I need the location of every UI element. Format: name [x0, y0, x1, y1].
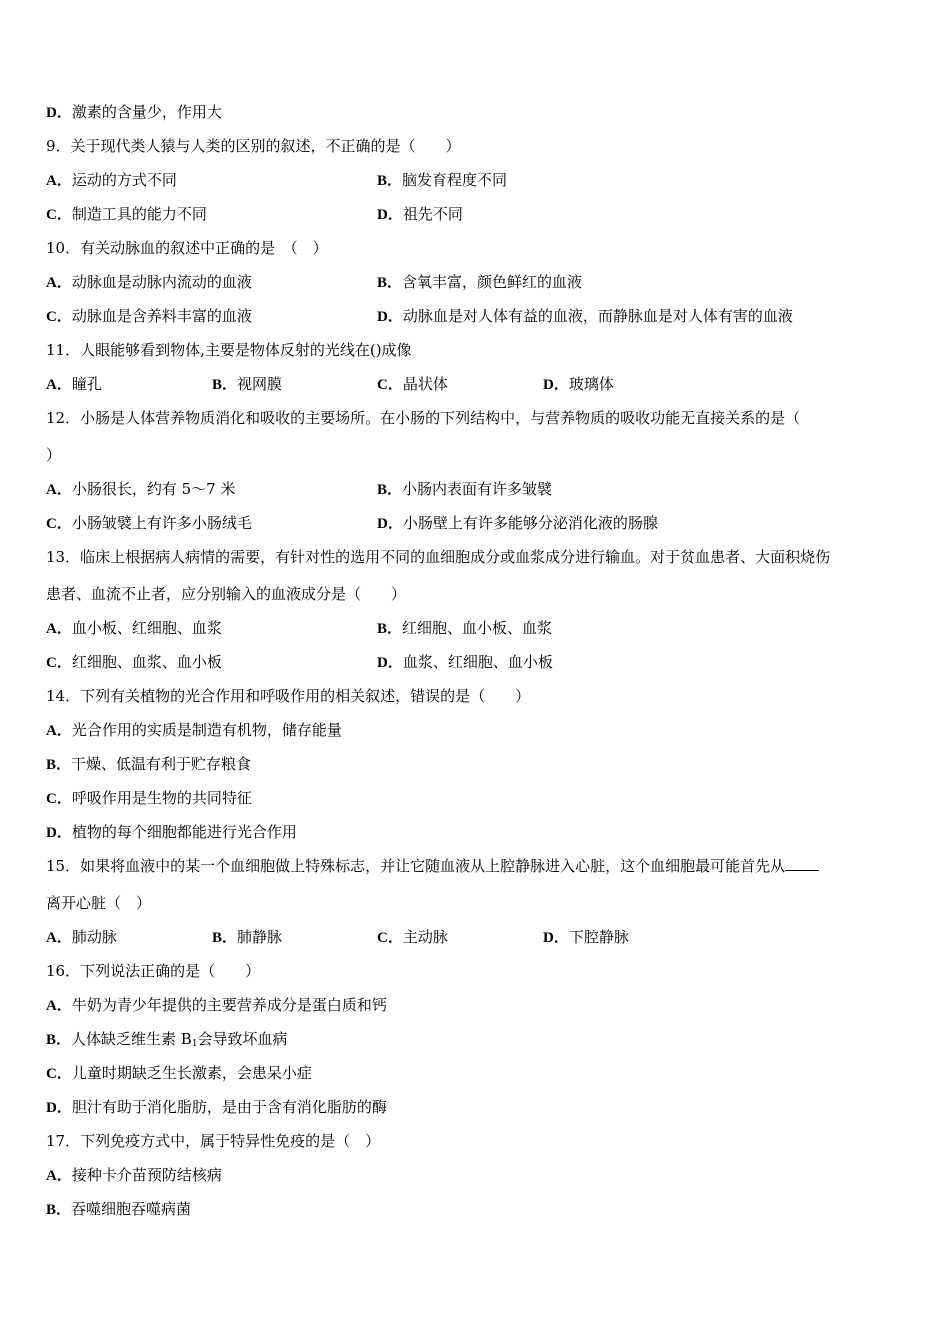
option-text: 胆汁有助于消化脂肪，是由于含有消化脂肪的酶 — [71, 1098, 387, 1116]
q17-option-a — [46, 1165, 222, 1186]
option-text: 晶状体 — [402, 375, 448, 393]
question-13-stem-line2: 患者、血流不止者，应分别输入的血液成分是（ ） — [46, 585, 407, 603]
option-label: A． — [46, 1168, 72, 1184]
option-text: 小肠内表面有许多皱襞 — [402, 480, 553, 498]
option-label: B． — [377, 173, 403, 189]
option-text: 祖先不同 — [402, 205, 463, 223]
option-label: A． — [46, 621, 72, 637]
option-label: B． — [377, 482, 403, 498]
option-label: B． — [212, 377, 238, 393]
option-text: 干燥、低温有利于贮存粮食 — [71, 755, 252, 773]
option-label: C． — [46, 1066, 72, 1082]
option-text: 视网膜 — [237, 375, 283, 393]
option-text: 小肠壁上有许多能够分泌消化液的肠腺 — [402, 514, 658, 532]
option-text: 动脉血是含养料丰富的血液 — [71, 307, 252, 325]
option-text: 小肠很长，约有 5～7 米 — [71, 480, 236, 498]
q10-option-b — [377, 272, 582, 293]
q12-option-a — [46, 479, 235, 500]
option-label: C． — [46, 207, 72, 223]
q17-option-b — [46, 1199, 191, 1220]
q9-option-c — [46, 204, 207, 225]
option-label: D． — [377, 516, 403, 532]
q12-option-c — [46, 513, 252, 534]
q14-option-a — [46, 720, 342, 741]
option-label: B． — [46, 757, 72, 773]
q15-option-a — [46, 927, 117, 948]
q12-option-d — [377, 513, 658, 534]
option-label: D． — [377, 207, 403, 223]
option-text: 主动脉 — [402, 928, 448, 946]
option-text: 吞噬细胞吞噬病菌 — [71, 1200, 192, 1218]
option-text: 血小板、红细胞、血浆 — [71, 619, 222, 637]
q14-option-d — [46, 822, 297, 843]
q16-option-a — [46, 995, 387, 1016]
option-text: 瞳孔 — [71, 375, 102, 393]
option-label: A． — [46, 930, 72, 946]
option-label: B． — [212, 930, 238, 946]
option-text: 接种卡介苗预防结核病 — [71, 1166, 222, 1184]
q13-option-d — [377, 652, 553, 673]
question-10-stem: 10．有关动脉血的叙述中正确的是 （ ） — [46, 239, 328, 257]
option-label: D． — [46, 105, 72, 121]
option-text: 肺动脉 — [71, 928, 117, 946]
option-label: D． — [377, 655, 403, 671]
option-text: 下腔静脉 — [568, 928, 629, 946]
option-label: D． — [377, 309, 403, 325]
option-label: D． — [46, 1100, 72, 1116]
option-text: 牛奶为青少年提供的主要营养成分是蛋白质和钙 — [71, 996, 387, 1014]
option-label: A． — [46, 482, 72, 498]
option-label: D． — [543, 377, 569, 393]
option-text: 植物的每个细胞都能进行光合作用 — [71, 823, 297, 841]
option-text: 会导致坏血病 — [197, 1030, 288, 1048]
option-text: 人体缺乏维生素 B — [71, 1030, 192, 1048]
subscript: 1 — [191, 1039, 198, 1049]
option-label: C． — [46, 309, 72, 325]
question-11-stem: 11．人眼能够看到物体,主要是物体反射的光线在()成像 — [46, 341, 412, 359]
question-12-stem-line2: ） — [46, 446, 62, 464]
option-label: D． — [46, 825, 72, 841]
option-label: C． — [377, 377, 403, 393]
option-label: D． — [543, 930, 569, 946]
option-label: A． — [46, 275, 72, 291]
option-label: B． — [46, 1202, 72, 1218]
q16-option-d — [46, 1097, 387, 1118]
option-text: 脑发育程度不同 — [402, 171, 508, 189]
option-text: 血浆、红细胞、血小板 — [402, 653, 553, 671]
option-label: C． — [377, 930, 403, 946]
option-label: A． — [46, 723, 72, 739]
option-text: 红细胞、血小板、血浆 — [402, 619, 553, 637]
option-text: 动脉血是对人体有益的血液，而静脉血是对人体有害的血液 — [402, 307, 793, 325]
option-text: 运动的方式不同 — [71, 171, 177, 189]
option-text: 激素的含量少，作用大 — [71, 103, 222, 121]
q11-option-b — [212, 374, 282, 395]
question-16-stem: 16．下列说法正确的是（ ） — [46, 962, 261, 980]
q13-option-a — [46, 618, 222, 639]
option-label: A． — [46, 377, 72, 393]
option-label: C． — [46, 655, 72, 671]
option-text: 光合作用的实质是制造有机物，储存能量 — [71, 721, 342, 739]
option-text: 红细胞、血浆、血小板 — [71, 653, 222, 671]
option-text: 小肠皱襞上有许多小肠绒毛 — [71, 514, 252, 532]
option-text: 动脉血是动脉内流动的血液 — [71, 273, 252, 291]
option-label: A． — [46, 173, 72, 189]
q11-option-d — [543, 374, 614, 395]
option-label: B． — [377, 275, 403, 291]
question-15-stem-line2: 离开心脏（ ） — [46, 894, 152, 912]
option-text: 含氧丰富，颜色鲜红的血液 — [402, 273, 583, 291]
option-text: 玻璃体 — [568, 375, 614, 393]
q11-option-a — [46, 374, 102, 395]
q10-option-c — [46, 306, 252, 327]
q11-option-c — [377, 374, 448, 395]
fill-blank — [785, 856, 819, 871]
question-13-stem-line1: 13．临床上根据病人病情的需要，有针对性的选用不同的血细胞成分或血浆成分进行输血。对于贫血患者、大面积烧伤 — [46, 548, 831, 566]
option-label: A． — [46, 998, 72, 1014]
q15-option-b — [212, 927, 282, 948]
q15-option-c — [377, 927, 448, 948]
q9-option-a — [46, 170, 177, 191]
q14-option-b — [46, 754, 251, 775]
q14-option-c — [46, 788, 252, 809]
option-d-prev — [46, 102, 222, 123]
option-text: 呼吸作用是生物的共同特征 — [71, 789, 252, 807]
q15-option-d — [543, 927, 629, 948]
q9-option-d — [377, 204, 463, 225]
question-12-stem-line1: 12．小肠是人体营养物质消化和吸收的主要场所。在小肠的下列结构中，与营养物质的吸收功能无直接关系的是（ — [46, 409, 801, 427]
option-text: 制造工具的能力不同 — [71, 205, 207, 223]
question-9-stem: 9．关于现代类人猿与人类的区别的叙述，不正确的是（ ） — [46, 137, 461, 155]
q10-option-d — [377, 306, 793, 327]
option-label: C． — [46, 791, 72, 807]
q16-option-c — [46, 1063, 312, 1084]
q16-option-b — [46, 1029, 288, 1054]
q9-option-b — [377, 170, 507, 191]
q10-option-a — [46, 272, 252, 293]
q13-option-c — [46, 652, 222, 673]
question-15-stem-line1 — [46, 856, 819, 876]
option-text: 儿童时期缺乏生长激素，会患呆小症 — [71, 1064, 312, 1082]
option-label: B． — [377, 621, 403, 637]
question-17-stem: 17．下列免疫方式中，属于特异性免疫的是（ ） — [46, 1132, 381, 1150]
option-label: C． — [46, 516, 72, 532]
question-14-stem: 14．下列有关植物的光合作用和呼吸作用的相关叙述，错误的是（ ） — [46, 687, 531, 705]
option-label: B． — [46, 1032, 72, 1048]
q12-option-b — [377, 479, 552, 500]
stem-text: 15．如果将血液中的某一个血细胞做上特殊标志，并让它随血液从上腔静脉进入心脏，这个血细胞最可能首先从 — [46, 857, 786, 875]
option-text: 肺静脉 — [237, 928, 283, 946]
q13-option-b — [377, 618, 552, 639]
